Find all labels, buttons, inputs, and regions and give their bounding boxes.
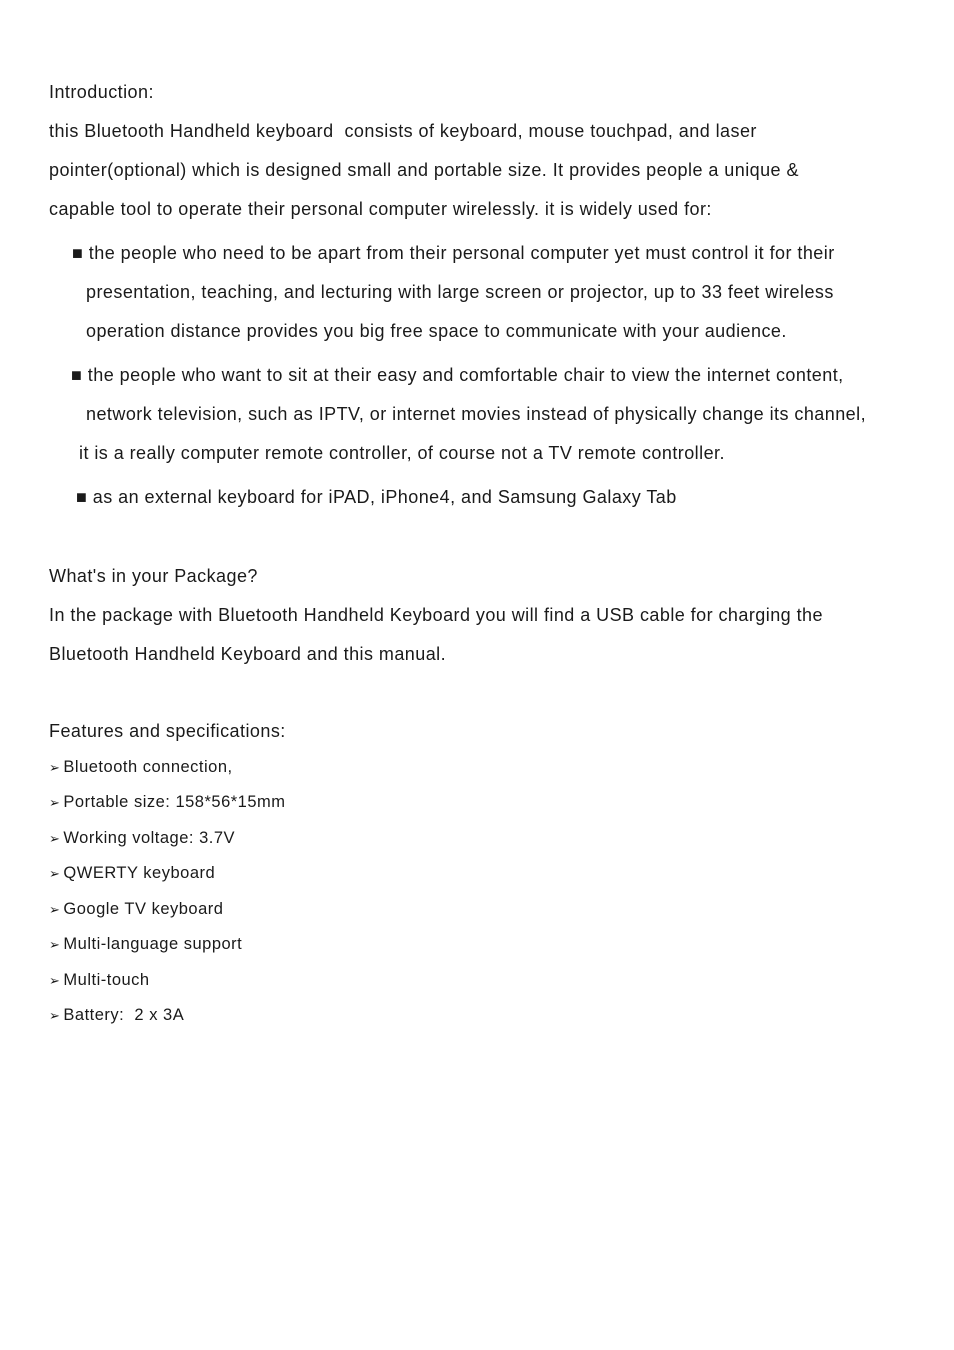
bullet-item — [71, 364, 844, 386]
feature-item — [49, 863, 215, 884]
bullet-item — [76, 486, 677, 508]
intro-line: this Bluetooth Handheld keyboard consists of keyboard, mouse touchpad, and laser — [49, 121, 757, 141]
intro-line: capable tool to operate their personal computer wirelessly. it is widely used for: — [49, 199, 712, 219]
feature-text: Multi-touch — [63, 971, 150, 989]
arrow-bullet-icon: ➢ — [49, 866, 61, 881]
feature-item — [49, 899, 223, 920]
feature-text: Portable size: 158*56*15mm — [63, 793, 286, 811]
feature-text: QWERTY keyboard — [63, 864, 216, 882]
feature-item — [49, 757, 233, 778]
feature-text: Working voltage: 3.7V — [63, 829, 236, 847]
bullet-item — [72, 242, 835, 264]
feature-text: Multi-language support — [63, 935, 243, 953]
package-heading: What's in your Package? — [49, 566, 258, 586]
bullet-text: the people who need to be apart from their personal computer yet must control it for their — [88, 243, 835, 263]
bullet-text: it is a really computer remote controller, of course not a TV remote controller. — [79, 443, 725, 463]
square-bullet-icon: ■ — [72, 243, 84, 263]
intro-line: pointer(optional) which is designed small and portable size. It provides people a unique & — [49, 160, 799, 180]
feature-item — [49, 792, 286, 813]
feature-item — [49, 970, 150, 991]
feature-item — [49, 828, 235, 849]
feature-text: Battery: 2 x 3A — [63, 1006, 185, 1024]
package-line: In the package with Bluetooth Handheld Keyboard you will find a USB cable for charging the — [49, 605, 823, 625]
arrow-bullet-icon: ➢ — [49, 1008, 61, 1023]
bullet-text: the people who want to sit at their easy and comfortable chair to view the internet content, — [87, 365, 844, 385]
feature-item — [49, 1005, 184, 1026]
arrow-bullet-icon: ➢ — [49, 831, 61, 846]
square-bullet-icon: ■ — [76, 487, 88, 507]
feature-item — [49, 934, 242, 955]
package-line: Bluetooth Handheld Keyboard and this manual. — [49, 644, 447, 664]
features-heading: Features and specifications: — [49, 721, 286, 741]
bullet-text: network television, such as IPTV, or internet movies instead of physically change its channel, — [86, 404, 867, 424]
introduction-heading: Introduction: — [49, 82, 154, 102]
arrow-bullet-icon: ➢ — [49, 902, 61, 917]
bullet-text: presentation, teaching, and lecturing with large screen or projector, up to 33 feet wireless — [86, 282, 834, 302]
feature-text: Google TV keyboard — [63, 900, 224, 918]
bullet-text: as an external keyboard for iPAD, iPhone4, and Samsung Galaxy Tab — [92, 487, 677, 507]
feature-text: Bluetooth connection, — [63, 758, 233, 776]
bullet-text: operation distance provides you big free space to communicate with your audience. — [86, 321, 787, 341]
arrow-bullet-icon: ➢ — [49, 795, 61, 810]
arrow-bullet-icon: ➢ — [49, 937, 61, 952]
arrow-bullet-icon: ➢ — [49, 973, 61, 988]
arrow-bullet-icon: ➢ — [49, 760, 61, 775]
square-bullet-icon: ■ — [71, 365, 83, 385]
